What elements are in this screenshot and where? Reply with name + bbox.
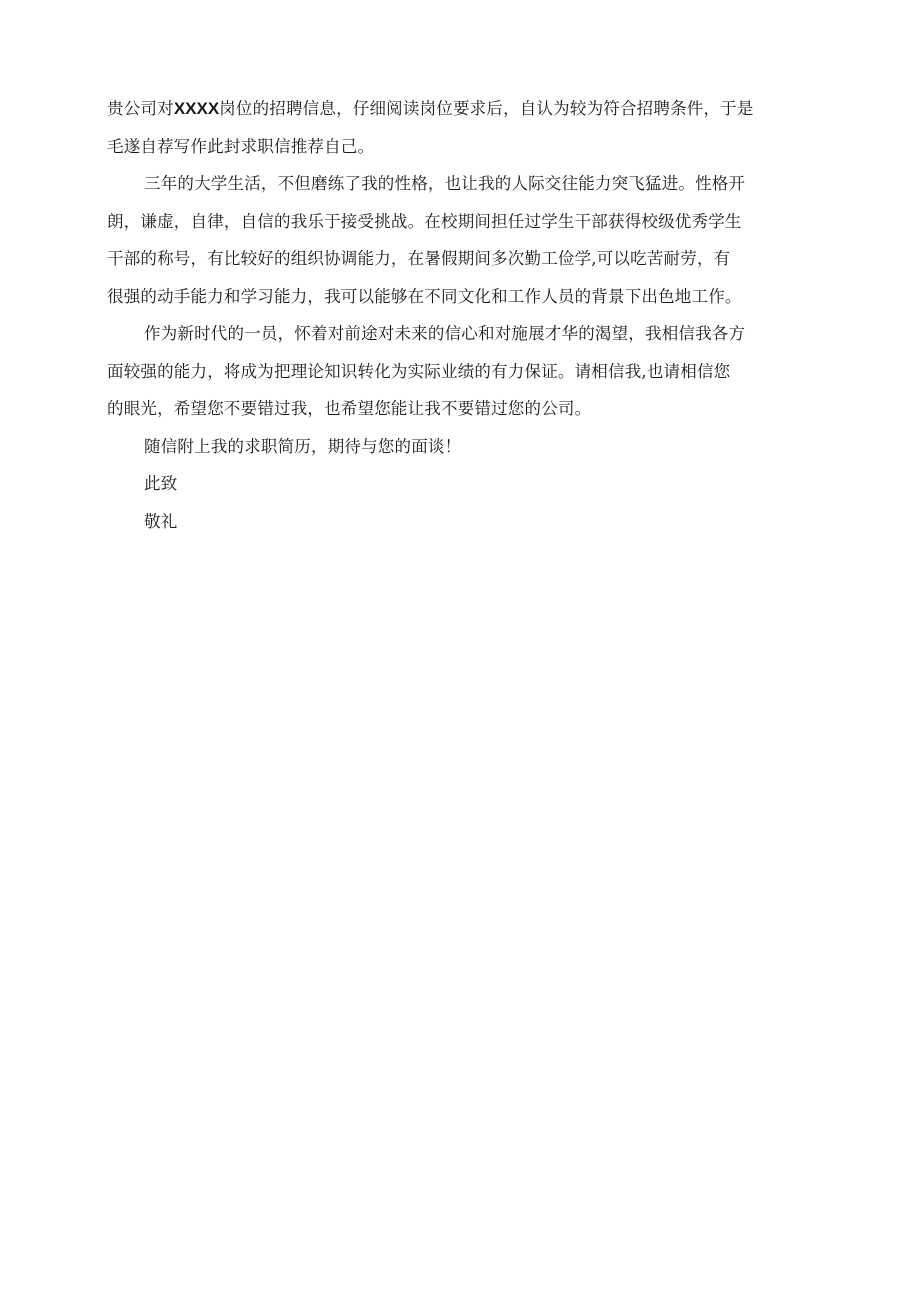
aspiration-line-1: 作为新时代的一员，怀着对前途对未来的信心和对施展才华的渴望，我相信我各方 xyxy=(144,324,746,343)
paragraph-resume-attached: 随信附上我的求职简历，期待与您的面谈！ xyxy=(144,436,462,456)
paragraph-college-life xyxy=(107,165,753,315)
college-line-3: 干部的称号，有比较好的组织协调能力，在暑假期间多次勤工俭学,可以吃苦耐劳，有 xyxy=(107,249,731,268)
intro-line-1 xyxy=(107,90,753,128)
college-line-4: 很强的动手能力和学习能力，我可以能够在不同文化和工作人员的背景下出色地工作。 xyxy=(107,286,742,306)
intro-text-after: 岗位的招聘信息，仔细阅读岗位要求后，自认为较为符合招聘条件，于是 xyxy=(219,99,754,118)
position-placeholder: XXXX xyxy=(173,99,220,118)
paragraph-intro xyxy=(107,90,753,165)
intro-text-before: 贵公司对 xyxy=(107,99,174,118)
aspiration-line-3: 的眼光，希望您不要错过我，也希望您能让我不要错过您的公司。 xyxy=(107,399,592,418)
intro-line-2: 毛遂自荐写作此封求职信推荐自己。 xyxy=(107,136,375,156)
salutation-ci-zhi: 此致 xyxy=(144,474,178,493)
letter-body xyxy=(107,90,753,540)
college-line-2: 朗，谦虚，自律，自信的我乐于接受挑战。在校期间担任过学生干部获得校级优秀学生 xyxy=(107,211,742,231)
paragraph-aspiration xyxy=(107,315,753,428)
salutation-jing-li: 敬礼 xyxy=(144,511,178,531)
college-line-1: 三年的大学生活，不但磨练了我的性格，也让我的人际交往能力突飞猛进。性格开 xyxy=(144,174,746,193)
aspiration-line-2: 面较强的能力，将成为把理论知识转化为实际业绩的有力保证。请相信我,也请相信您 xyxy=(107,361,731,381)
